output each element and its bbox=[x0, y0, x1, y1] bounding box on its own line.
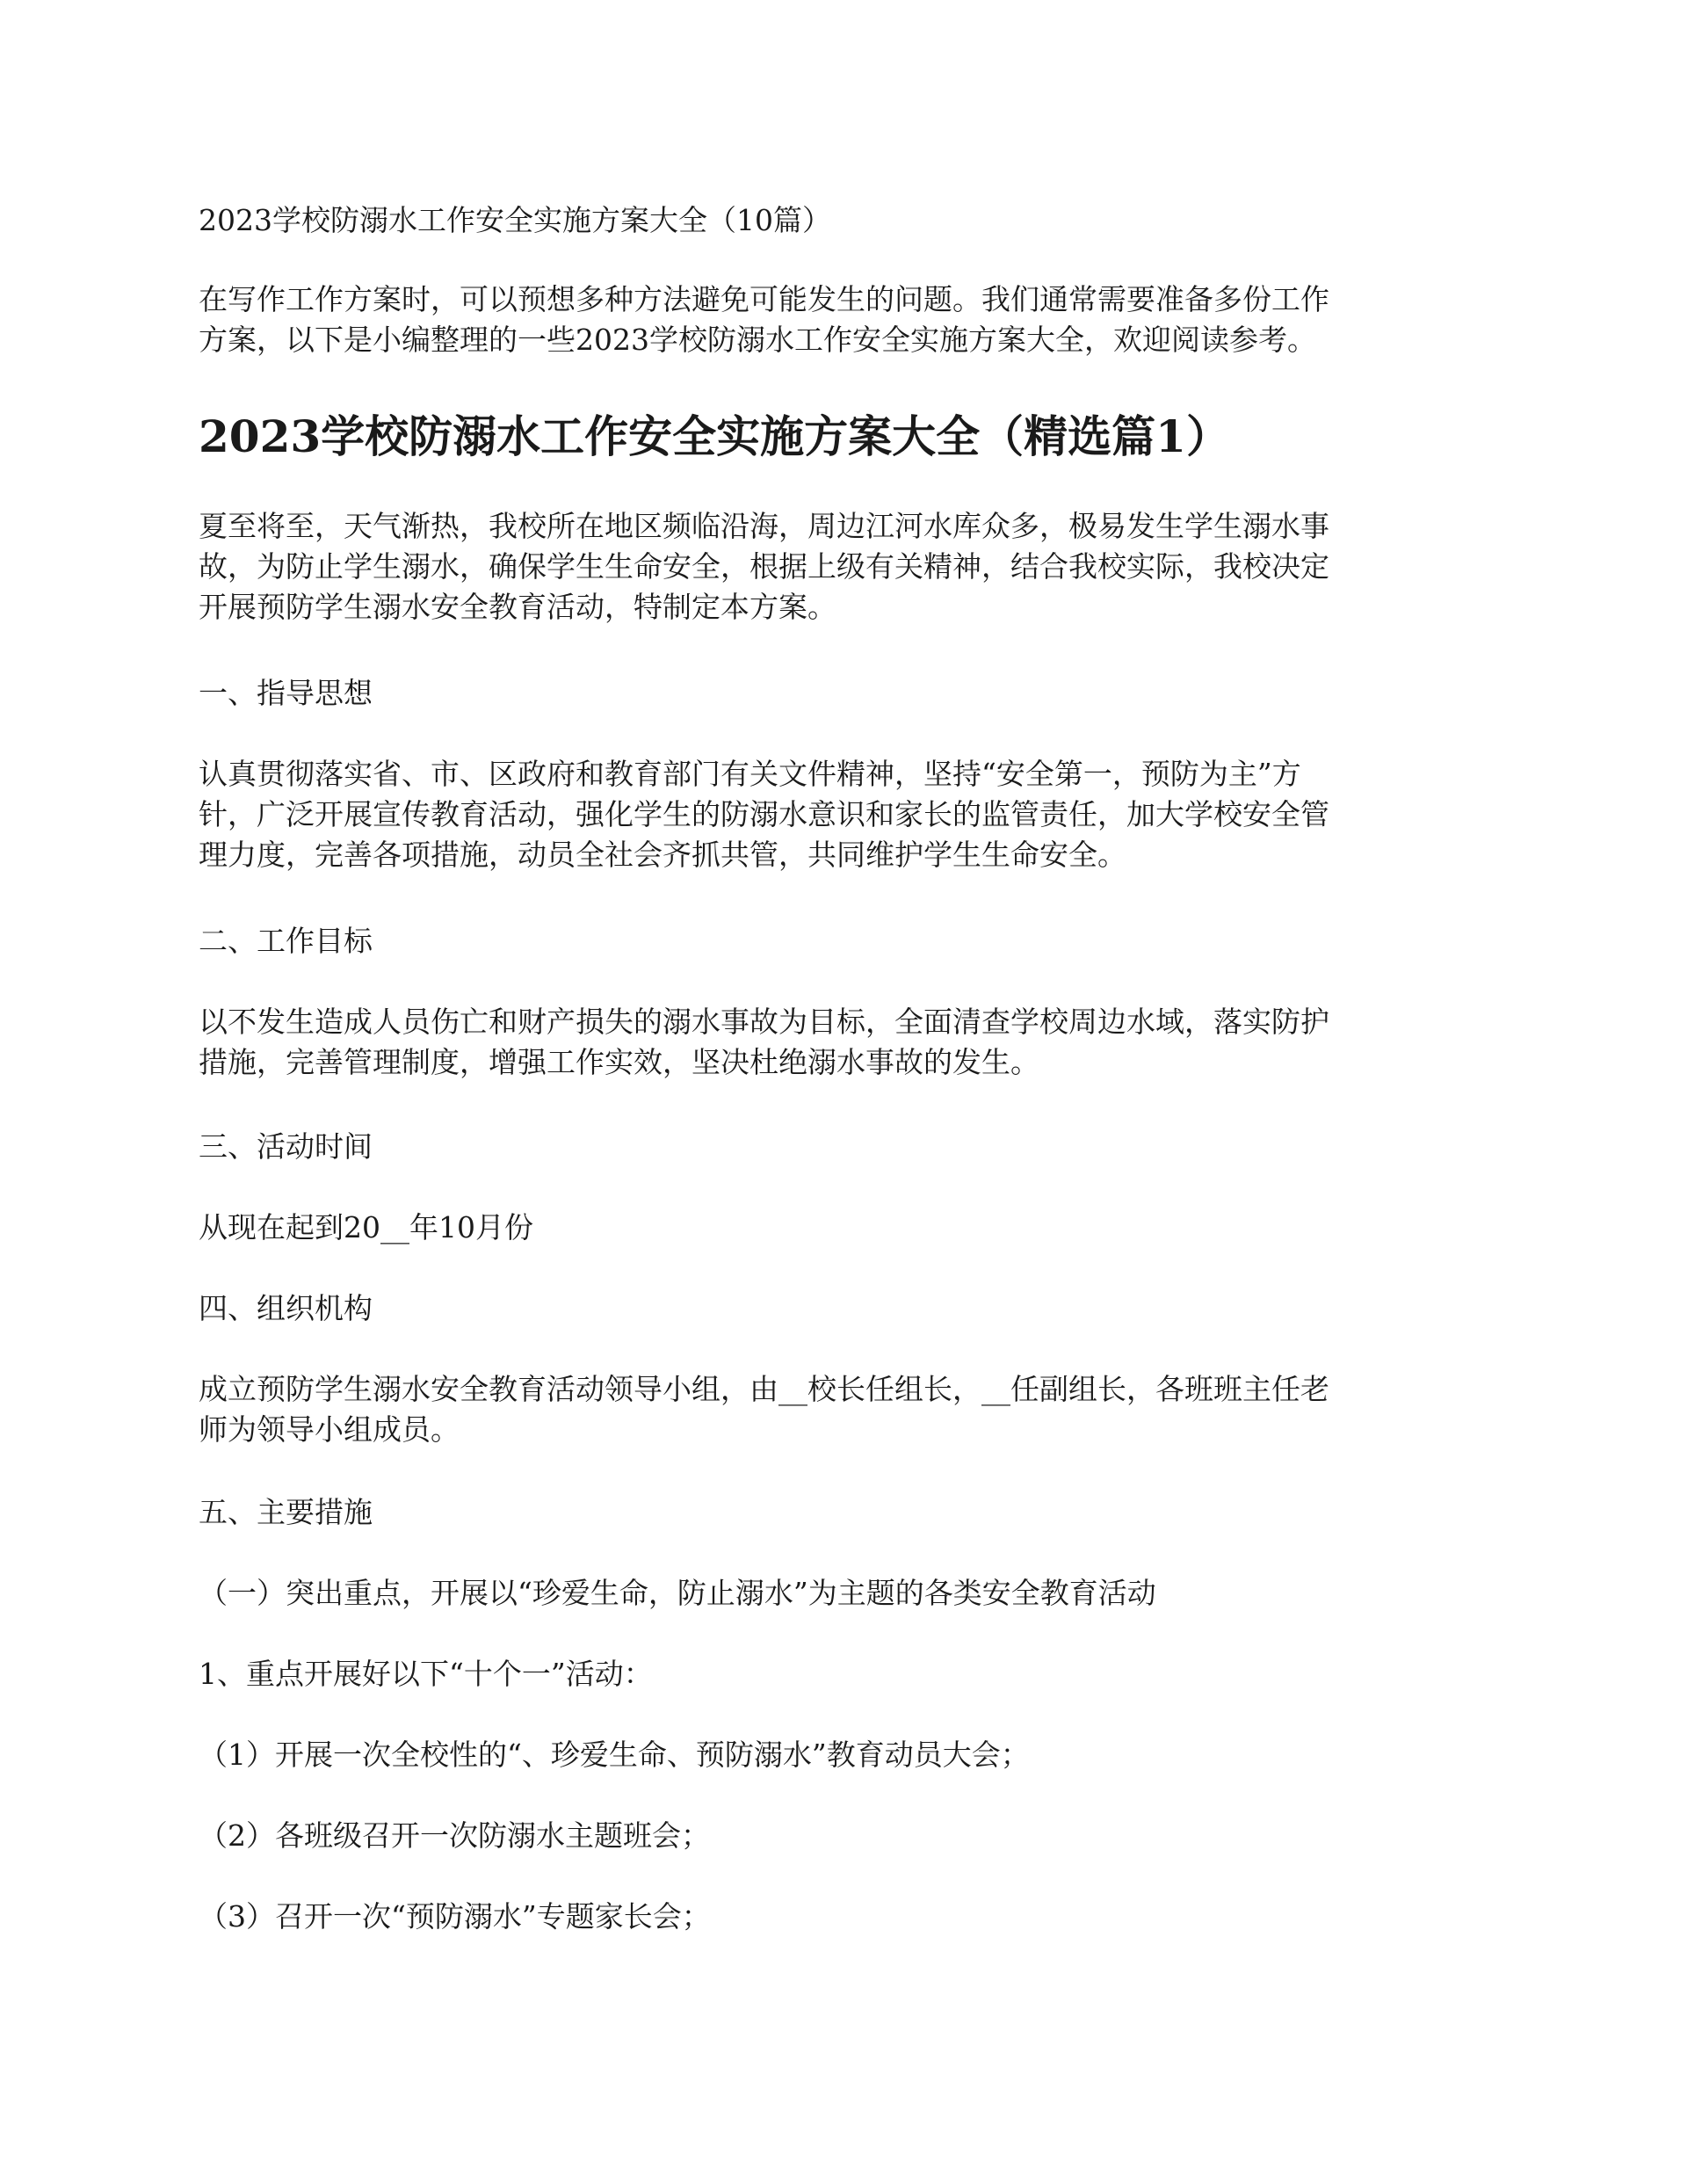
heading-organization: 四、组织机构 bbox=[199, 1291, 373, 1325]
list-item-1-3: （3）召开一次“预防溺水”专题家长会； bbox=[199, 1899, 711, 1934]
list-item-1-2: （2）各班级召开一次防溺水主题班会； bbox=[199, 1818, 710, 1853]
paragraph-2-line-1: 认真贯彻落实省、市、区政府和教育部门有关文件精神，坚持“安全第一，预防为主”方 bbox=[199, 757, 1301, 791]
heading-activity-time: 三、活动时间 bbox=[199, 1129, 373, 1164]
paragraph-1-line-3: 开展预防学生溺水安全教育活动，特制定本方案。 bbox=[199, 590, 836, 624]
paragraph-3-line-2: 措施，完善管理制度，增强工作实效，坚决杜绝溺水事故的发生。 bbox=[199, 1045, 1039, 1079]
paragraph-1-line-1: 夏至将至，天气渐热，我校所在地区频临沿海，周边江河水库众多，极易发生学生溺水事 bbox=[199, 509, 1329, 543]
list-item-1-1: （1）开展一次全校性的“、珍爱生命、预防溺水”教育动员大会； bbox=[199, 1738, 1030, 1772]
paragraph-2-line-2: 针，广泛开展宣传教育活动，强化学生的防溺水意识和家长的监管责任，加大学校安全管 bbox=[199, 797, 1329, 831]
paragraph-5-line-2: 师为领导小组成员。 bbox=[199, 1412, 460, 1447]
intro-line-2: 方案，以下是小编整理的一些2023学校防溺水工作安全实施方案大全，欢迎阅读参考。 bbox=[199, 323, 1316, 357]
paragraph-1-line-2: 故，为防止学生溺水，确保学生生命安全，根据上级有关精神，结合我校实际，我校决定 bbox=[199, 549, 1329, 584]
paragraph-5-line-1: 成立预防学生溺水安全教育活动领导小组，由__校长任组长，__任副组长，各班班主任老 bbox=[199, 1372, 1329, 1406]
document-title: 2023学校防溺水工作安全实施方案大全（10篇） bbox=[199, 203, 831, 237]
section-heading: 2023学校防溺水工作安全实施方案大全（精选篇1） bbox=[199, 410, 1230, 462]
heading-main-measures: 五、主要措施 bbox=[199, 1495, 373, 1529]
heading-work-goal: 二、工作目标 bbox=[199, 924, 373, 958]
intro-line-1: 在写作工作方案时，可以预想多种方法避免可能发生的问题。我们通常需要准备多份工作 bbox=[199, 282, 1329, 316]
paragraph-3-line-1: 以不发生造成人员伤亡和财产损失的溺水事故为目标，全面清查学校周边水域，落实防护 bbox=[199, 1005, 1329, 1039]
paragraph-4: 从现在起到20__年10月份 bbox=[199, 1210, 533, 1244]
heading-guiding-thought: 一、指导思想 bbox=[199, 676, 373, 710]
list-item-1: 1、重点开展好以下“十个一”活动： bbox=[199, 1657, 653, 1691]
paragraph-2-line-3: 理力度，完善各项措施，动员全社会齐抓共管，共同维护学生生命安全。 bbox=[199, 838, 1126, 872]
subheading-1: （一）突出重点，开展以“珍爱生命，防止溺水”为主题的各类安全教育活动 bbox=[199, 1576, 1156, 1610]
